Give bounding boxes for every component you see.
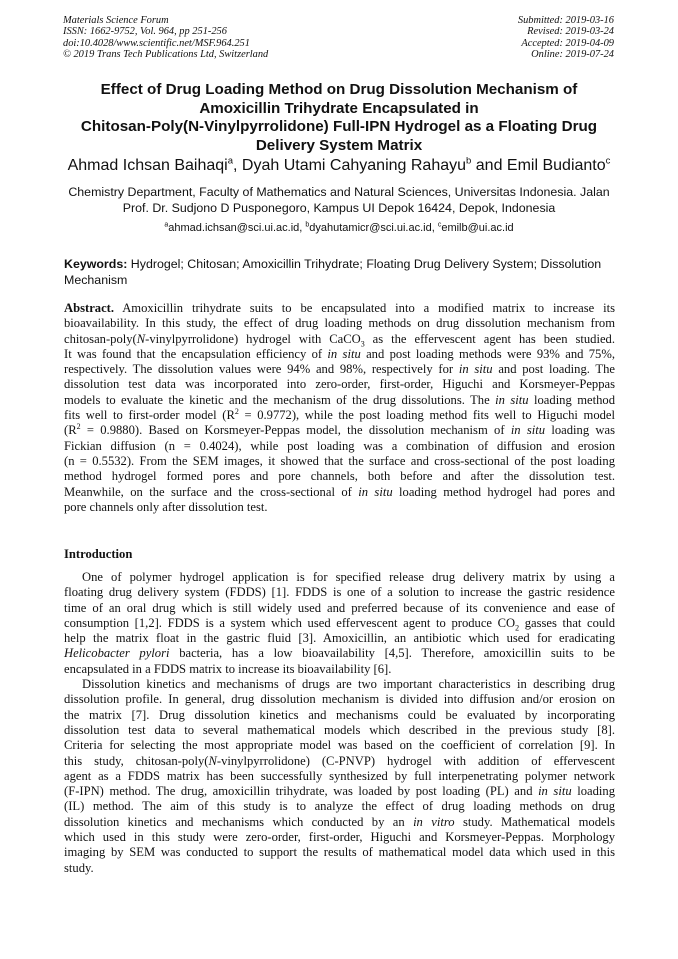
text-run: method hydrogel formed pores and pore channels, both before and after the dissolution test. [64,469,615,484]
text-line [64,784,615,799]
text-line [64,393,615,408]
journal-name: Materials Science Forum [63,15,169,26]
text-run: It was found that the encapsulation efficiency of [64,346,328,361]
text-run: Criteria for selecting the most appropriate model was based on the coefficient of correlation [9]. In [64,738,615,753]
text-run: Helicobacter pylori [64,646,170,661]
text-run: help the matrix float in the gastric fluid [3]. Amoxicillin, an antibiotic which used for eradicating [64,631,615,646]
text-run: dissolution test data was incorporated into zero-order, first-order, Higuchi and Korsmeyer-Peppas [64,377,615,392]
email: dyahutamicr@sci.ui.ac.id, [309,222,438,234]
text-line [64,861,615,876]
affil-mark: c [605,155,611,167]
text-run: imaging by SEM was conducted to support the results of mathematical model data which used in this [64,845,615,860]
text-line [64,754,615,769]
text-run: in situ [538,784,572,799]
text-run: -vinylpyrrolidone) (C-PNVP) hydrogel with addition of effervescent [216,753,615,768]
text-line [64,316,615,331]
text-line [64,646,615,661]
keywords-text: Hydrogel; Chitosan; Amoxicillin Trihydrate; Floating Drug Delivery System; Dissolution Mechanism [64,257,602,287]
text-run: loading was [545,423,616,438]
text-line [64,677,615,692]
text-line [64,616,615,631]
text-run: fits well to first-order model (R [64,408,235,423]
abstract [64,301,615,515]
author-emails [0,222,678,234]
text-run: encapsulated in a FDDS matrix to increase its bioavailability [6]. [64,661,392,676]
text-run: in situ [510,423,546,438]
text-run: 2 [515,623,520,633]
doi: doi:10.4028/www.scientific.net/MSF.964.251 [63,37,250,49]
text-run: floating drug delivery system (FDDS) [1]. FDDS is one of a solution to increase the gastric residence [64,585,615,600]
text-run: (F-IPN) method. The drug, amoxicillin trihydrate, was loaded by post loading (PL) and [64,784,539,799]
text-run: dissolution test data to several mathematical models which described in the previous study [8]. [64,722,615,737]
text-run: (R [64,423,77,438]
affil-mark: a [164,221,169,229]
text-run: and post loading. The [492,362,615,377]
text-run: (IL) method. The aim of this study is to analyze the effect of drug loading methods on drug [64,799,615,814]
text-line [64,708,615,723]
text-run: One of polymer hydrogel application is for specified release drug delivery matrix by using a [82,570,615,584]
text-line [64,485,615,500]
dates-info [518,15,614,61]
text-run: (n = 0.5532). From the SEM images, it showed that the surface and cross-sectional of the post loading [64,453,615,468]
online-date: Online: 2019-07-24 [531,49,614,61]
copyright: © 2019 Trans Tech Publications Ltd, Switzerland [63,49,269,61]
text-run: models to evaluate the kinetic and the mechanism of the drug dissolutions. The [64,392,496,407]
text-line [64,570,615,585]
text-run: dissolution profile. In general, drug dissolution mechanism is divided into diffusion and/or erosion on [64,692,615,707]
affil-mark: b [466,155,472,167]
text-run: the matrix [7]. Drug dissolution kinetics and mechanisms could be evaluated by incorporating [64,707,615,722]
text-run: N [136,331,146,346]
text-run: in situ [358,484,393,499]
text-run: study. [64,860,94,875]
title-line: Delivery System Matrix [255,136,423,154]
text-line [64,423,615,438]
author-name: Dyah Utami Cahyaning Rahayu [241,157,467,174]
text-run: in situ [495,392,529,407]
text-run: this study, chitosan-poly( [64,753,209,768]
text-run: as the effervescent agent has been studied. [364,331,615,346]
text-run: in situ [327,346,361,361]
email: emilb@ui.ac.id [441,222,514,234]
text-line [64,830,615,845]
text-run: gasses that could [519,615,615,630]
text-line [64,362,615,377]
text-run: study. Mathematical models [454,814,615,829]
text-run: dissolution kinetics and mechanisms which conducted by an [64,814,414,829]
text-line [64,738,615,753]
text-run: loading method [528,392,615,407]
text-run: = 0.9880). Based on Korsmeyer-Peppas model, the dissolution mechanism of [80,423,511,438]
text-run: agent as a FDDS matrix has been successfully synthesized by full interpenetrating polymer network [64,768,615,783]
text-run: and post loading methods were 93% and 75%, [360,346,615,361]
text-line [64,769,615,784]
text-run: = 0.9772), while the post loading method fits well to Higuchi model [238,408,616,423]
text-line [64,585,615,600]
text-run: pore channels only after dissolution test. [64,499,268,514]
text-run: loading method hydrogel had pores and [392,484,615,499]
text-line [64,601,615,616]
text-run: Dissolution kinetics and mechanisms of drugs are two important characteristics in describing drug [82,677,615,692]
text-run: N [208,753,217,768]
affil-mark: a [227,155,234,167]
accepted-date: Accepted: 2019-04-09 [521,37,614,49]
text-line [64,377,615,392]
email: ahmad.ichsan@sci.ui.ac.id, [168,222,306,234]
text-line [64,845,615,860]
text-run: Amoxicillin trihydrate suits to be encapsulated into a modified matrix to increase its [114,301,615,315]
affiliation [60,184,618,216]
text-line [64,332,615,347]
text-line [64,439,615,454]
text-line [64,301,615,316]
revised-date: Revised: 2019-03-24 [527,26,614,38]
text-run: bacteria, has a low bioavailability [4,5]. Therefore, amoxicillin suits to be [169,646,615,661]
text-run: consumption [1,2]. FDDS is a system which used effervescent agent to produce CO [64,615,516,630]
journal-info [63,15,268,61]
text-run: Fickian diffusion (n = 0.4024), while post loading was a combination of diffusion and erosion [64,438,615,453]
text-line [64,662,615,677]
separator: , [233,157,242,174]
text-run: 3 [360,339,365,349]
paper-title [40,81,638,155]
author-name: Emil Budianto [506,157,606,174]
keywords [64,257,616,288]
text-run: respectively. The dissolution values were 94% and 98%, respectively for [64,362,459,377]
separator: and [471,157,507,174]
abstract-label: Abstract. [64,301,115,315]
text-line [64,347,615,362]
title-line: Effect of Drug Loading Method on Drug Dissolution Mechanism of [100,81,578,98]
text-run: time of an oral drug which is still widely used and preferred because of its convenience and ease of [64,600,615,615]
text-run: Meanwhile, on the surface and the cross-sectional of [64,484,359,499]
text-line [64,815,615,830]
text-line [64,631,615,646]
text-run: 2 [234,406,239,416]
text-run: bioavailability. In this study, the effect of drug loading methods on drug dissolution mechanism from [64,316,615,331]
text-line [64,692,615,707]
text-line [64,454,615,469]
text-run: which used in this study were zero-order, first-order, Higuchi and Korsmeyer-Peppas. Morphology [64,830,615,845]
introduction-body [64,570,615,876]
text-line [64,469,615,484]
affil-mark: b [305,221,310,229]
text-run: in situ [458,362,493,377]
issn-volume: ISSN: 1662-9752, Vol. 964, pp 251-256 [63,26,227,38]
text-line [64,723,615,738]
text-run: 2 [76,422,81,432]
text-line [64,408,615,423]
text-run: chitosan-poly( [64,331,137,346]
author-name: Ahmad Ichsan Baihaqi [67,157,228,174]
keywords-label: Keywords: [64,257,128,271]
title-line: Chitosan-Poly(N-Vinylpyrrolidone) Full-IPN Hydrogel as a Floating Drug [80,118,598,136]
authors [0,157,678,175]
section-heading-introduction: Introduction [64,547,133,561]
text-line [64,500,615,515]
text-run: in vitro [413,814,455,829]
submitted-date: Submitted: 2019-03-16 [517,15,614,26]
affiliation-line: Prof. Dr. Sudjono D Pusponegoro, Kampus UI Depok 16424, Depok, Indonesia [122,201,556,215]
affiliation-line: Chemistry Department, Faculty of Mathematics and Natural Sciences, Universitas Indonesia. Jalan [68,185,610,199]
title-line: Amoxicillin Trihydrate Encapsulated in [199,99,479,117]
affil-mark: c [437,221,442,229]
text-run: loading [571,784,615,799]
text-run: -vinylpyrrolidone) hydrogel with CaCO [145,331,361,346]
text-line [64,799,615,814]
